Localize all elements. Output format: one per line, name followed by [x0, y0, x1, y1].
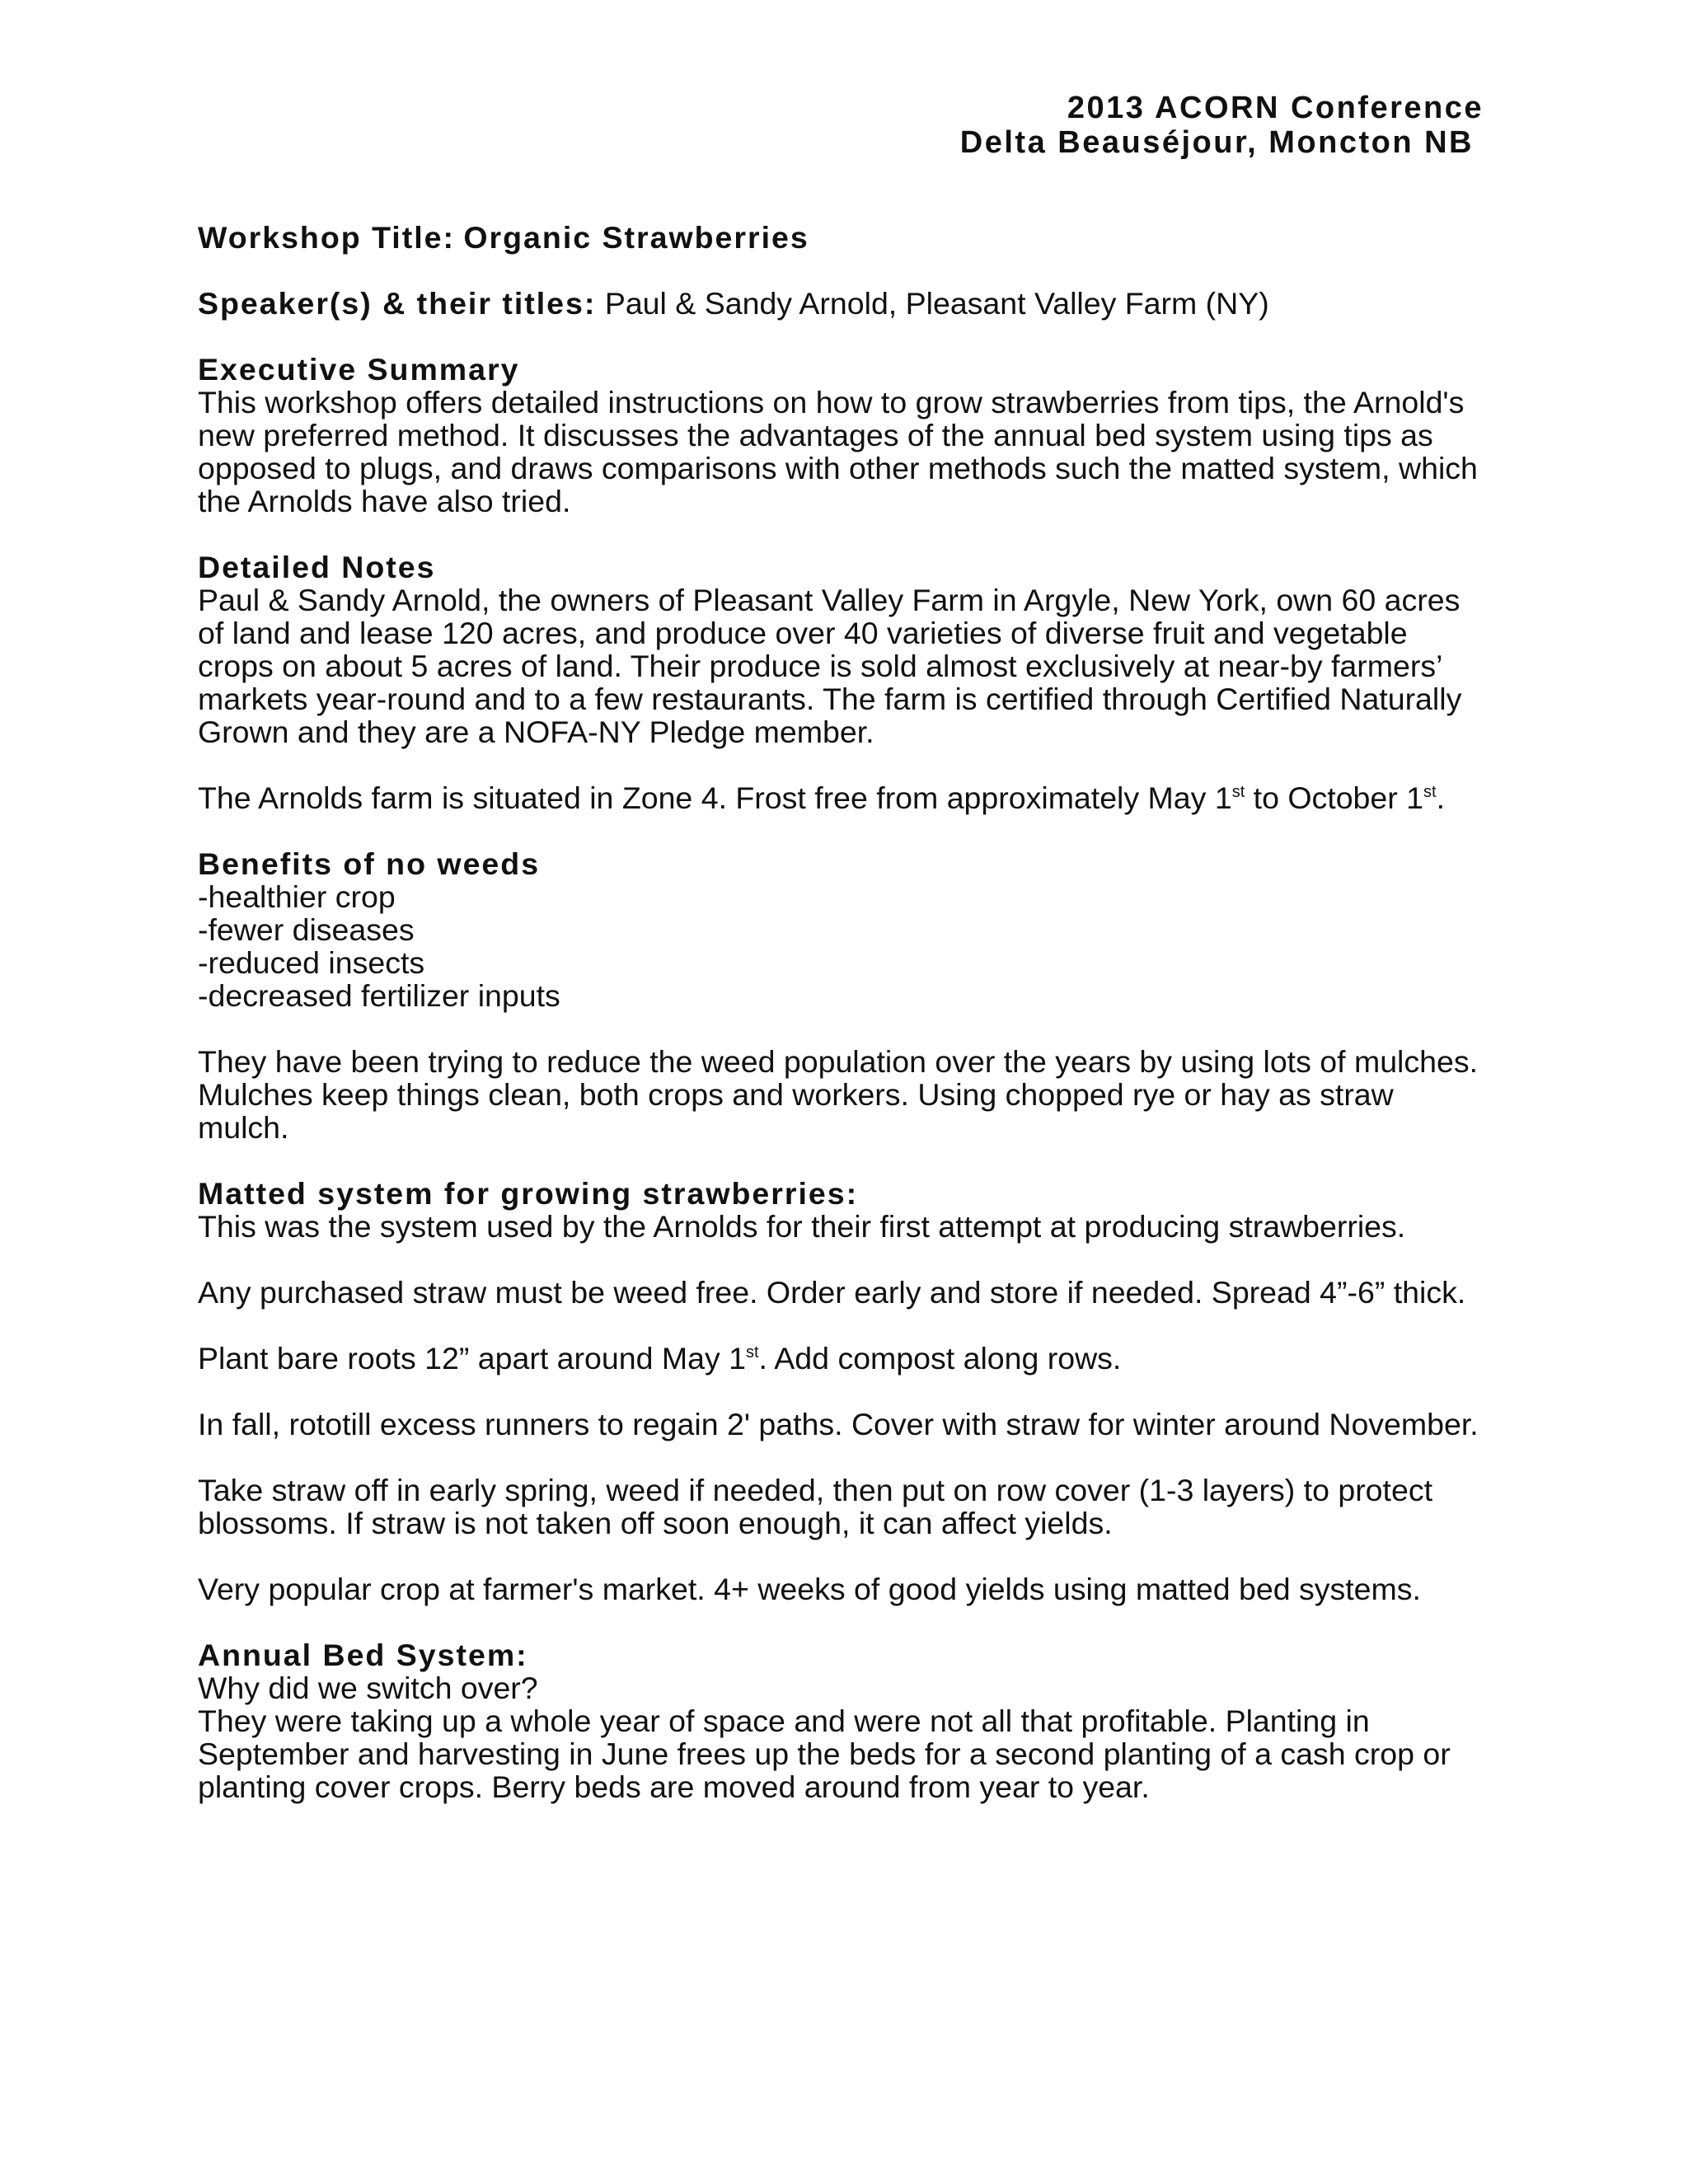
speakers-label: Speaker(s) & their titles:	[198, 286, 597, 321]
workshop-title-line	[198, 221, 1484, 254]
matted-paragraph-5: Take straw off in early spring, weed if needed, then put on row cover (1-3 layers) to protect blossoms. If straw is not taken off soon enough, it can affect yields.	[198, 1473, 1432, 1540]
conference-header	[960, 91, 1484, 160]
conference-venue: Delta Beauséjour, Moncton NB	[959, 125, 1474, 160]
mulch-paragraph: They have been trying to reduce the weed population over the years by using lots of mulches. Mulches keep things clean, both crops and workers. Using chopped rye or hay as straw mulch.	[198, 1044, 1479, 1145]
list-item: -fewer diseases	[198, 912, 415, 947]
executive-summary-heading: Executive Summary	[198, 352, 520, 387]
list-item: -healthier crop	[198, 879, 396, 914]
document-body	[198, 221, 1484, 1803]
plant-text-2: . Add compost along rows.	[758, 1341, 1122, 1376]
benefits-list	[198, 880, 1484, 1012]
list-item: -reduced insects	[198, 945, 425, 980]
list-item: -decreased fertilizer inputs	[198, 978, 560, 1013]
matted-system-heading: Matted system for growing strawberries:	[198, 1176, 859, 1211]
zone-text-2: to October 1	[1245, 780, 1424, 815]
annual-bed-text: They were taking up a whole year of space and were not all that profitable. Planting in September and harvesting in June frees up the beds for a second planting of a cash crop or planting cover crops. Berry beds are moved around from year to year.	[198, 1704, 1451, 1804]
zone-paragraph	[198, 781, 1484, 814]
plant-text-1: Plant bare roots 12” apart around May 1	[198, 1341, 746, 1376]
plant-sup: st	[745, 1343, 759, 1361]
workshop-title: Organic Strawberries	[463, 220, 809, 255]
zone-sup-1: st	[1231, 783, 1245, 801]
conference-title: 2013 ACORN Conference	[1067, 91, 1484, 125]
annual-bed-heading: Annual Bed System:	[198, 1638, 528, 1672]
annual-bed-question: Why did we switch over?	[198, 1671, 538, 1705]
speakers-line	[198, 287, 1484, 320]
detailed-notes-text: Paul & Sandy Arnold, the owners of Pleasant Valley Farm in Argyle, New York, own 60 acres of land and lease 120 acres, and produce over 40 varieties of diverse fruit and vegetable crops on about 5 acres of land. Their produce is sold almost exclusively at near-by farmers’ markets year-round and to a few restaurants. The farm is certified through Certified Naturally Grown and they are a NOFA-NY Pledge member.	[198, 583, 1462, 749]
speakers-value: Paul & Sandy Arnold, Pleasant Valley Farm (NY)	[604, 286, 1269, 321]
matted-paragraph-3	[198, 1342, 1484, 1375]
detailed-notes-heading: Detailed Notes	[198, 550, 436, 584]
matted-paragraph-1: This was the system used by the Arnolds for their first attempt at producing strawberries.	[198, 1209, 1406, 1244]
executive-summary-text: This workshop offers detailed instructions on how to grow strawberries from tips, the Arnold's new preferred method. It discusses the advantages of the annual bed system using tips as opposed to plugs, and draws comparisons with other methods such the matted system, which the Arnolds have also tried.	[198, 385, 1478, 518]
matted-paragraph-6: Very popular crop at farmer's market. 4+ weeks of good yields using matted bed systems.	[198, 1572, 1421, 1606]
matted-paragraph-2: Any purchased straw must be weed free. Order early and store if needed. Spread 4”-6” thick.	[198, 1275, 1466, 1310]
zone-sup-2: st	[1423, 783, 1437, 801]
matted-paragraph-4: In fall, rototill excess runners to regain 2' paths. Cover with straw for winter around November.	[198, 1407, 1479, 1441]
workshop-label: Workshop Title:	[198, 220, 455, 255]
zone-text-1: The Arnolds farm is situated in Zone 4. Frost free from approximately May 1	[198, 780, 1232, 815]
zone-text-3: .	[1436, 780, 1446, 815]
benefits-heading: Benefits of no weeds	[198, 846, 541, 881]
